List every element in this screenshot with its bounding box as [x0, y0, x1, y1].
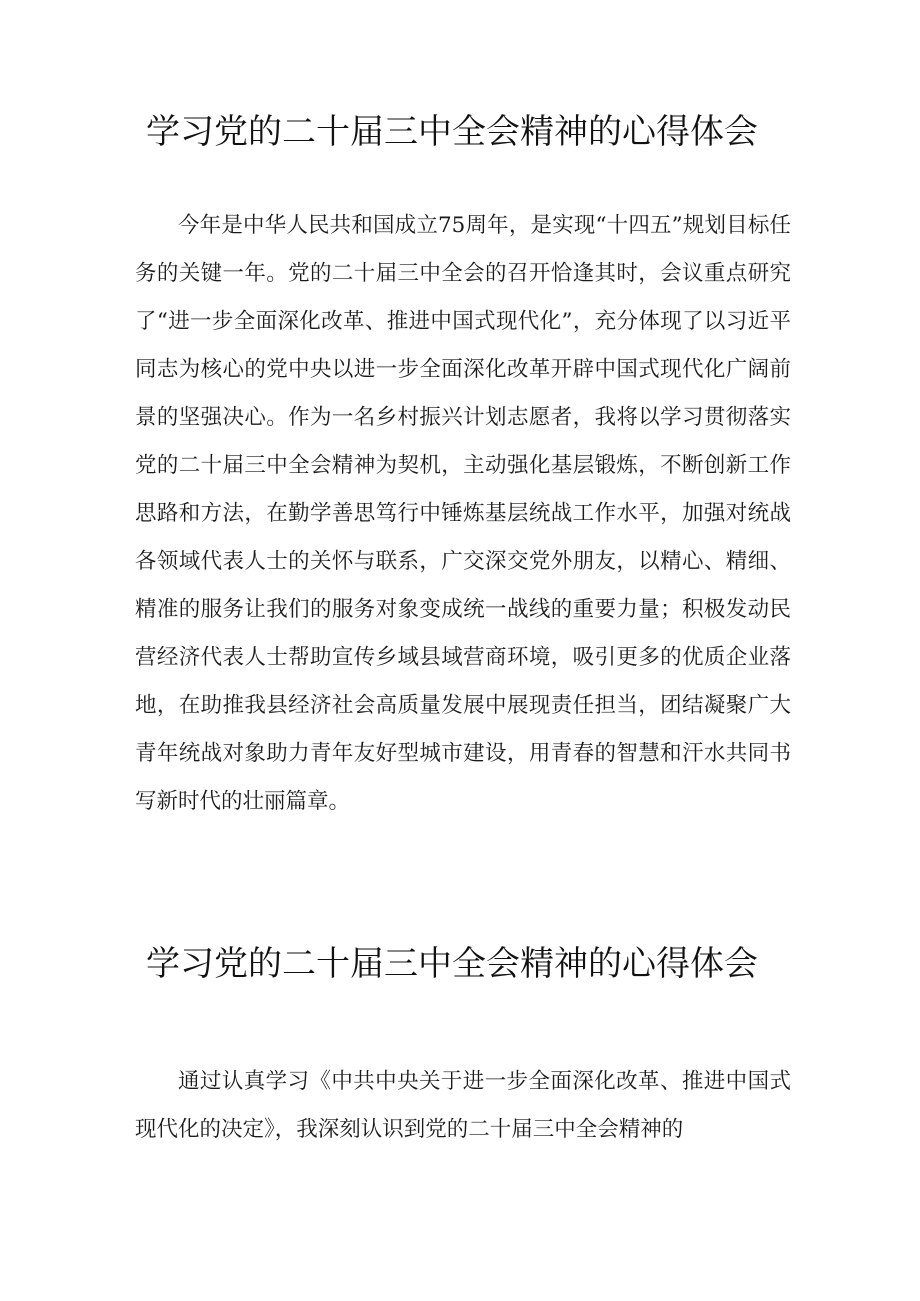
- article-title-1: 学习党的二十届三中全会精神的心得体会: [146, 112, 758, 152]
- article-title-2: 学习党的二十届三中全会精神的心得体会: [146, 944, 758, 984]
- article-body-1: 今年是中华人民共和国成立75周年，是实现“十四五”规划目标任务的关键一年。党的二十届三中全会的召开恰逢其时，会议重点研究了“进一步全面深化改革、推进中国式现代化”，充分体现了以习近平同志为核心的党中央以进一步全面深化改革开辟中国式现代化广阔前景的坚强决心。作为一名乡村振兴计划志愿者，我将以学习贯彻落实党的二十届三中全会精神为契机，主动强化基层锻炼，不断创新工作思路和方法，在勤学善思笃行中锤炼基层统战工作水平，加强对统战各领域代表人士的关怀与联系，广交深交党外朋友，以精心、精细、精准的服务让我们的服务对象变成统一战线的重要力量；积极发动民营经济代表人士帮助宣传乡域县域营商环境，吸引更多的优质企业落地，在助推我县经济社会高质量发展中展现责任担当，团结凝聚广大青年统战对象助力青年友好型城市建设，用青春的智慧和汗水共同书写新时代的壮丽篇章。: [135, 213, 791, 814]
- article-body-2: 通过认真学习《中共中央关于进一步全面深化改革、推进中国式现代化的决定》，我深刻认识到党的二十届三中全会精神的: [135, 1069, 791, 1142]
